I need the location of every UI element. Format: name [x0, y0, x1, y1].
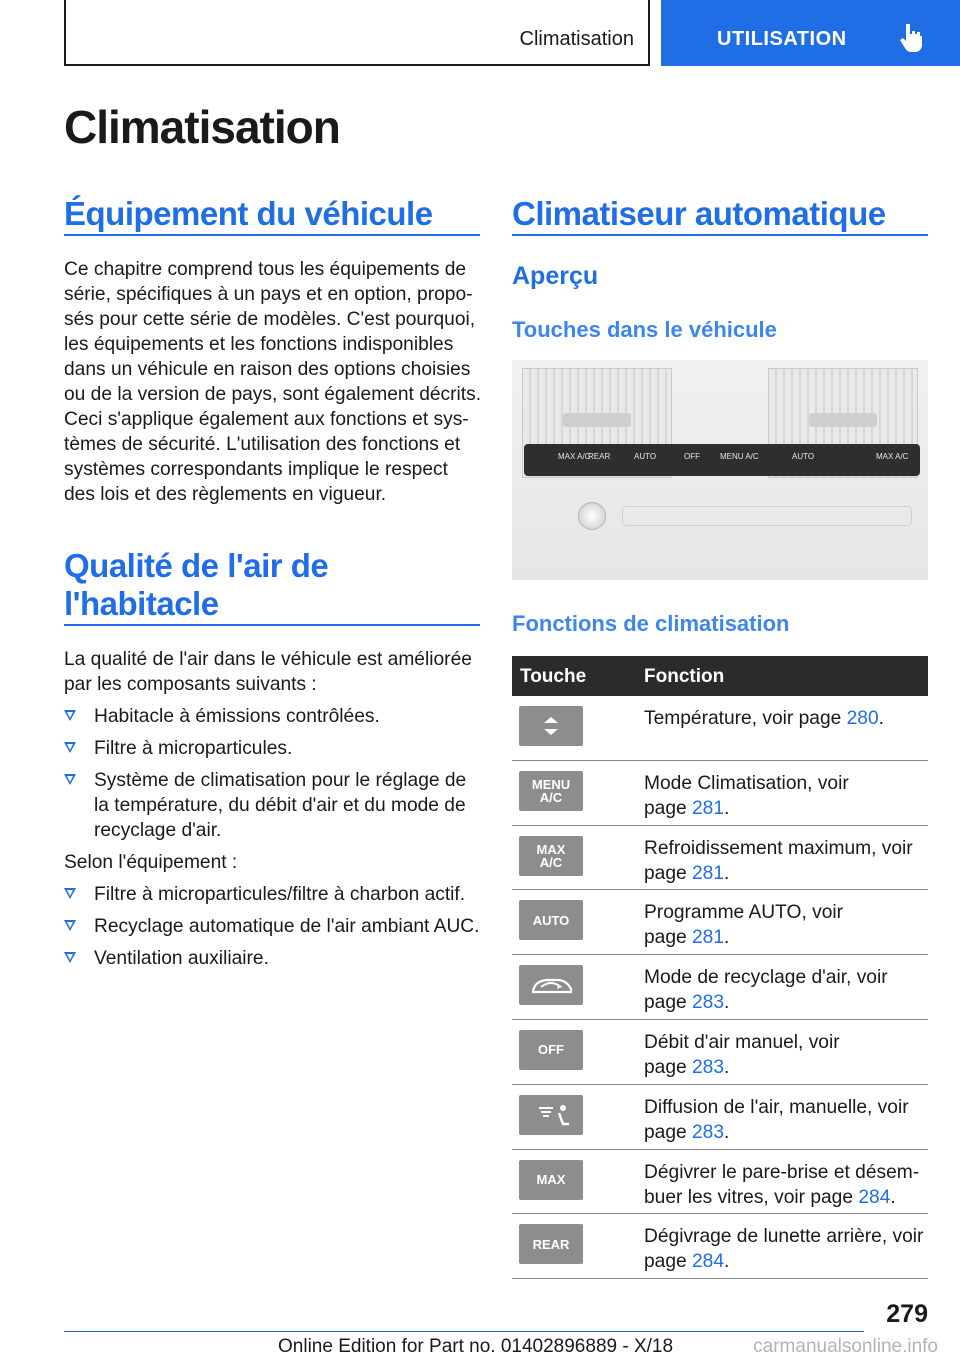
- air-quality-rule: [64, 624, 480, 626]
- equipment-line: Ce chapitre comprend tous les équipements de: [64, 259, 467, 280]
- function-text: page: [644, 927, 693, 949]
- list-item: [64, 882, 484, 907]
- function-text: page: [644, 992, 693, 1014]
- equipment-line: dans un véhicule en raison des options choisies: [64, 359, 471, 380]
- function-text-end: .: [890, 1186, 896, 1208]
- bullet-triangle-icon: [64, 710, 76, 721]
- equipment-line: Ceci s'applique également aux fonctions et sys-: [64, 409, 469, 430]
- table-row: [512, 890, 928, 955]
- air-quality-heading: [64, 547, 328, 623]
- photo-button-label: REAR: [588, 452, 611, 461]
- list-item: [64, 704, 480, 729]
- auto-climate-heading: Climatiseur automatique: [512, 195, 886, 232]
- function-description: [644, 1160, 926, 1210]
- watermark: carmanualsonline.info: [753, 1336, 938, 1357]
- function-text: Dégivrer le pare-brise et désem-: [644, 1161, 920, 1183]
- recirculation-icon: [519, 965, 583, 1005]
- air-quality-heading-line: Qualité de l'air de: [64, 547, 329, 584]
- button-icon-label: OFF: [538, 1042, 564, 1058]
- function-line-2: [644, 796, 926, 821]
- fan-off-icon: [519, 1030, 583, 1070]
- function-text: Diffusion de l'air, manuelle, voir: [644, 1096, 909, 1118]
- function-description: [644, 900, 926, 950]
- function-text: page: [644, 1121, 693, 1143]
- list-item-text: Ventilation auxiliaire.: [94, 948, 269, 969]
- page-number: 279: [886, 1300, 928, 1328]
- volume-knob: [578, 502, 606, 530]
- list-item: [64, 736, 480, 761]
- equipment-line: sés pour cette série de modèles. C'est pourquoi,: [64, 309, 476, 330]
- photo-button-label: AUTO: [634, 452, 657, 461]
- photo-button-label: OFF: [684, 452, 700, 461]
- table-row: [512, 1020, 928, 1085]
- page-title: Climatisation: [64, 101, 340, 153]
- function-line-2: [644, 990, 926, 1015]
- list-item: [64, 768, 480, 843]
- button-icon-label: MAX A/C: [536, 841, 566, 870]
- function-description: [644, 1095, 926, 1145]
- page-reference-link[interactable]: 281: [692, 927, 725, 949]
- column-header-function: Fonction: [644, 666, 725, 687]
- function-text: Température, voir page: [644, 708, 847, 729]
- components-list: [64, 704, 480, 850]
- button-icon-label: MENU A/C: [531, 776, 571, 805]
- function-text: Débit d'air manuel, voir: [644, 1031, 840, 1053]
- table-row: [512, 761, 928, 826]
- list-item-text: Recyclage automatique de l'air ambiant AUC.: [94, 916, 480, 937]
- list-item: [64, 946, 484, 971]
- function-line-1: [644, 771, 926, 796]
- table-row: [512, 1150, 928, 1215]
- equipment-line: série, spécifiques à un pays et en option, propo-: [64, 284, 473, 305]
- function-description: [644, 771, 926, 821]
- list-item-text: Filtre à microparticules/filtre à charbon actif.: [94, 884, 466, 905]
- equipment-paragraph: [64, 257, 484, 507]
- function-text: Dégivrage de lunette arrière, voir: [644, 1226, 924, 1248]
- function-line-2: [644, 1055, 926, 1080]
- header-chapter-tab: [661, 0, 960, 66]
- table-row: [512, 1214, 928, 1279]
- button-icon-label: REAR: [532, 1236, 570, 1252]
- equipment-line: ou de la version de pays, sont également décrits.: [64, 384, 482, 405]
- bullet-triangle-icon: [64, 952, 76, 963]
- table-row: [512, 1085, 928, 1150]
- function-text: page: [644, 862, 693, 884]
- bullet-triangle-icon: [64, 888, 76, 899]
- button-icon-label: AUTO: [532, 912, 570, 928]
- equipment-label: Selon l'équipement :: [64, 852, 238, 873]
- auto-icon: [519, 900, 583, 940]
- table-header: [512, 656, 928, 696]
- function-text: buer les vitres, voir page: [644, 1186, 859, 1208]
- buttons-heading: Touches dans le véhicule: [512, 317, 777, 342]
- intro-line: La qualité de l'air dans le véhicule est améliorée: [64, 649, 472, 670]
- page-reference-link[interactable]: 280: [846, 708, 879, 729]
- photo-button-label: MENU A/C: [720, 452, 759, 461]
- climate-panel-photo: [512, 360, 928, 580]
- equipment-heading: Équipement du véhicule: [64, 195, 433, 232]
- functions-heading: Fonctions de climatisation: [512, 611, 790, 636]
- function-text-end: .: [878, 708, 884, 729]
- bullet-triangle-icon: [64, 742, 76, 753]
- max-defrost-icon: [519, 1160, 583, 1200]
- function-line-2: [644, 1249, 926, 1274]
- bullet-triangle-icon: [64, 920, 76, 931]
- function-line-2: [644, 1185, 926, 1210]
- functions-table: [512, 656, 928, 1279]
- header-section-title: Climatisation: [519, 28, 634, 50]
- page-reference-link[interactable]: 284: [692, 1251, 725, 1273]
- function-line-1: [644, 900, 926, 925]
- function-text-end: .: [724, 927, 730, 949]
- function-description: [644, 706, 926, 731]
- function-line-1: [644, 706, 926, 731]
- edition-footer: Online Edition for Part no. 01402896889 - X/18: [278, 1336, 674, 1357]
- menu-ac-icon: [519, 771, 583, 811]
- equipment-line: des lois et des règlements en vigueur.: [64, 484, 387, 505]
- function-line-2: [644, 861, 926, 886]
- function-description: [644, 836, 926, 886]
- function-text: page: [644, 1056, 693, 1078]
- air-quality-heading-line: l'habitacle: [64, 585, 219, 622]
- function-text-end: .: [724, 1056, 730, 1078]
- function-text-end: .: [724, 992, 730, 1014]
- header-section-box: [64, 0, 650, 66]
- photo-button-label: AUTO: [792, 452, 815, 461]
- header-chapter-title: UTILISATION: [717, 28, 847, 50]
- footer-rule: [64, 1331, 864, 1332]
- page-reference-link[interactable]: 281: [692, 797, 725, 819]
- page-reference-link[interactable]: 283: [692, 1056, 725, 1078]
- function-description: [644, 1030, 926, 1080]
- function-line-1: [644, 1095, 926, 1120]
- list-item: [64, 914, 484, 939]
- page-reference-link[interactable]: 284: [858, 1186, 891, 1208]
- function-line-1: [644, 1160, 926, 1185]
- function-text-end: .: [724, 1121, 730, 1143]
- function-text: Refroidissement maximum, voir: [644, 837, 913, 859]
- page-reference-link[interactable]: 283: [692, 992, 725, 1014]
- equipment-line: tèmes de sécurité. L'utilisation des fonctions et: [64, 434, 461, 455]
- function-line-1: [644, 1224, 926, 1249]
- overview-heading: Aperçu: [512, 262, 599, 290]
- function-text: Mode Climatisation, voir: [644, 772, 849, 794]
- table-row: [512, 696, 928, 761]
- list-item-text: Habitacle à émissions contrôlées.: [94, 706, 380, 727]
- equipment-line: systèmes correspondants implique le respect: [64, 459, 448, 480]
- bullet-triangle-icon: [64, 774, 76, 785]
- function-line-1: [644, 836, 926, 861]
- equipment-rule: [64, 234, 480, 236]
- list-item-text: Filtre à microparticules.: [94, 738, 293, 759]
- function-line-1: [644, 1030, 926, 1055]
- function-text-end: .: [724, 862, 730, 884]
- intro-line: par les composants suivants :: [64, 674, 317, 695]
- function-text-end: .: [724, 797, 730, 819]
- function-line-1: [644, 965, 926, 990]
- function-description: [644, 965, 926, 1015]
- rear-defrost-icon: [519, 1224, 583, 1264]
- photo-button-label: MAX A/C: [558, 452, 591, 461]
- climate-control-strip: [524, 444, 920, 476]
- column-header-key: Touche: [520, 666, 587, 687]
- function-text: page: [644, 797, 693, 819]
- page-reference-link[interactable]: 283: [692, 1121, 725, 1143]
- air-quality-intro: [64, 647, 484, 697]
- lower-panel: [622, 506, 912, 526]
- temp-arrows-icon: [519, 706, 583, 746]
- function-description: [644, 1224, 926, 1274]
- max-ac-icon: [519, 836, 583, 876]
- function-line-2: [644, 1120, 926, 1145]
- equipment-line: les équipements et les fonctions indisponibles: [64, 334, 454, 355]
- photo-button-label: MAX A/C: [876, 452, 909, 461]
- function-text-end: .: [724, 1251, 730, 1273]
- table-row: [512, 826, 928, 891]
- table-row: [512, 955, 928, 1020]
- list-item-text: Système de climatisation pour le réglage de la température, du débit d'air et du mode de recyclage d'air.: [94, 770, 467, 841]
- button-icon-label: MAX: [536, 1172, 566, 1188]
- page-reference-link[interactable]: 281: [692, 862, 725, 884]
- pointing-hand-icon: [897, 22, 925, 52]
- function-text: page: [644, 1251, 693, 1273]
- function-text: Programme AUTO, voir: [644, 902, 844, 924]
- air-distribution-icon: [519, 1095, 583, 1135]
- function-text: Mode de recyclage d'air, voir: [644, 967, 888, 989]
- function-line-2: [644, 925, 926, 950]
- auto-climate-rule: [512, 234, 928, 236]
- optional-list: [64, 882, 484, 978]
